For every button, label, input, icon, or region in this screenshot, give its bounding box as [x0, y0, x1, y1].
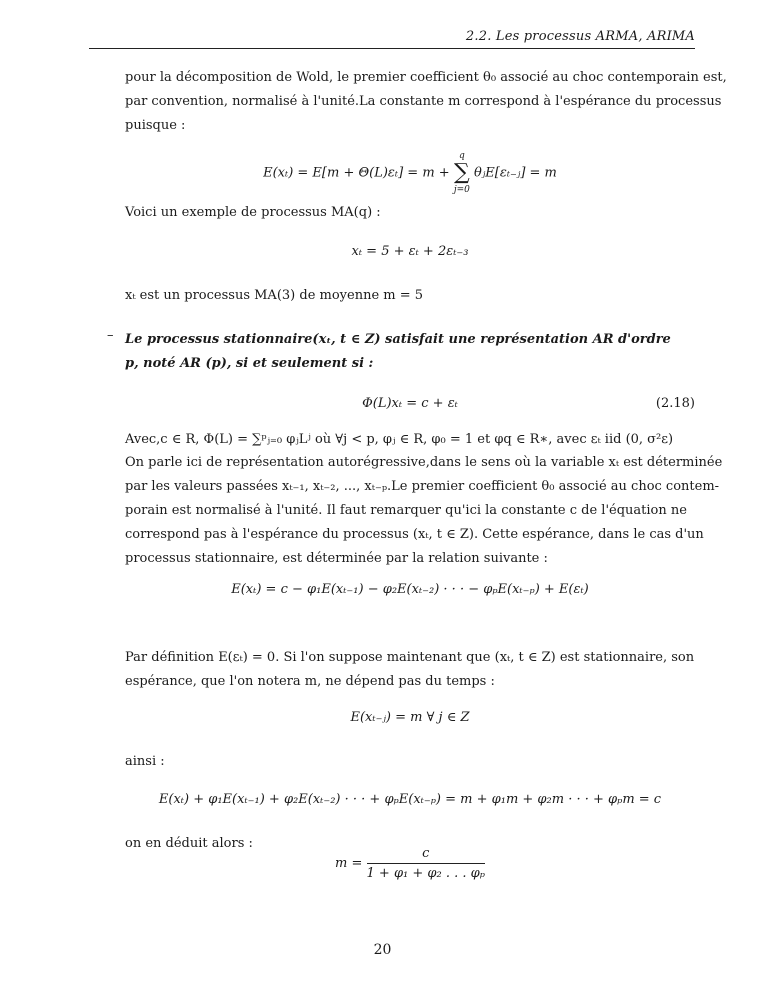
equation-stationary: E(xₜ₋ⱼ) = m ∀ j ∈ Z: [350, 710, 470, 725]
ar-heading-line-2: p, noté AR (p), si et seulement si :: [125, 356, 374, 371]
equation-expectation: E(xₜ) = c − φ₁E(xₜ₋₁) − φ₂E(xₜ₋₂) · · · − φₚE(xₜ₋ₚ) + E(εₜ): [231, 582, 589, 597]
explanation-line-1: On parle ici de représentation autorégressive,dans le sens où la variable xₜ est déterminée: [125, 455, 723, 470]
intro-line-2: par convention, normalisé à l'unité.La constante m correspond à l'espérance du processus: [125, 94, 722, 109]
explanation-line-4: correspond pas à l'espérance du processus (xₜ, t ∈ Z). Cette espérance, dans le cas d'un: [125, 527, 704, 542]
final-lhs: m =: [335, 856, 363, 871]
sum-sign: ∑: [454, 160, 470, 185]
sum-operator: [454, 150, 470, 196]
equation-ma-mean: [125, 150, 695, 196]
explanation-line-5: processus stationnaire, est déterminée par la relation suivante :: [125, 551, 548, 566]
equation-final: [125, 846, 695, 881]
deduit-label: on en déduit alors :: [125, 836, 253, 851]
equation-sum-expectations: E(xₜ) + φ₁E(xₜ₋₁) + φ₂E(xₜ₋₂) · · · + φₚE(xₜ₋ₚ) = m + φ₁m + φ₂m · · · + φₚm = c: [158, 792, 662, 807]
ainsi-label: ainsi :: [125, 754, 165, 769]
ainsi-text: [125, 750, 695, 774]
page-number: 20: [373, 942, 392, 958]
equation-ma-mean-rhs: θⱼE[εₜ₋ⱼ] = m: [474, 165, 557, 181]
definition-paragraph: [125, 646, 695, 694]
equation-example: xₜ = 5 + εₜ + 2εₜ₋₃: [351, 244, 469, 259]
explanation-line-3: porain est normalisé à l'unité. Il faut remarquer qu'ici la constante c de l'équation ne: [125, 503, 687, 518]
example-conclusion-text: xₜ est un processus MA(3) de moyenne m = 5: [125, 288, 424, 303]
example-intro: [125, 201, 695, 225]
header-rule: [89, 48, 695, 49]
final-fraction: [367, 846, 485, 881]
sum-upper-limit: q: [458, 151, 465, 161]
final-denominator: 1 + φ₁ + φ₂ . . . φₚ: [366, 866, 485, 881]
example-intro-text: Voici un exemple de processus MA(q) :: [125, 205, 381, 220]
final-numerator: c: [367, 846, 485, 864]
intro-line-1: pour la décomposition de Wold, le premier coefficient θ₀ associé au choc contemporain est,: [125, 70, 727, 85]
running-head: 2.2. Les processus ARMA, ARIMA: [465, 29, 695, 44]
intro-paragraph: [125, 66, 727, 138]
definition-line-1: Par définition E(εₜ) = 0. Si l'on suppose maintenant que (xₜ, t ∈ Z) est stationnaire, son: [125, 650, 695, 665]
definition-line-2: espérance, que l'on notera m, ne dépend pas du temps :: [125, 674, 495, 689]
ar-heading: [125, 328, 695, 376]
ar-heading-line-1: Le processus stationnaire(xₜ, t ∈ Z) satisfait une représentation AR d'ordre: [125, 332, 671, 347]
list-bullet: –: [107, 328, 114, 343]
equation-number: (2.18): [655, 396, 695, 411]
explanation-paragraph: [125, 451, 723, 571]
equation-ar: Φ(L)xₜ = c + εₜ: [362, 396, 458, 411]
intro-line-3: puisque :: [125, 118, 186, 133]
sum-lower-limit: j=0: [453, 185, 470, 195]
equation-ma-mean-lhs: E(xₜ) = E[m + Θ(L)εₜ] = m +: [263, 165, 450, 181]
ar-conditions-text: Avec,c ∈ R, Φ(L) = ∑ᵖⱼ₌₀ φⱼLʲ où ∀j < p, φⱼ ∈ R, φ₀ = 1 et φq ∈ R∗, avec εₜ iid (0, σ²ε): [125, 432, 674, 447]
explanation-line-2: par les valeurs passées xₜ₋₁, xₜ₋₂, ..., xₜ₋ₚ.Le premier coefficient θ₀ associé au choc contem-: [125, 479, 720, 494]
ar-conditions: [125, 428, 695, 452]
example-conclusion: [125, 284, 695, 308]
